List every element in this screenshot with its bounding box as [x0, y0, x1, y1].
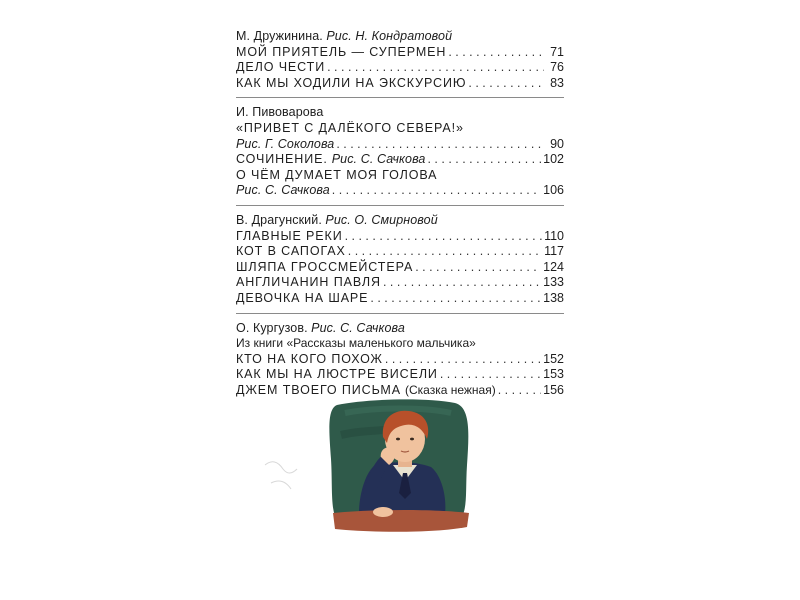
- illustrator-name: Рис. С. Сачкова: [331, 152, 426, 167]
- entry-page: 153: [543, 367, 564, 382]
- toc-entry[interactable]: [236, 260, 564, 276]
- leader-dots: [327, 60, 544, 76]
- entry-page: 156: [543, 382, 564, 397]
- entry-page: 102: [543, 152, 564, 167]
- author-line: [236, 213, 564, 229]
- table: [333, 510, 469, 532]
- toc-section-dragunsky: [236, 213, 564, 313]
- entry-page: 71: [550, 44, 564, 59]
- leader-dots: [468, 76, 544, 92]
- section-divider: [236, 97, 564, 98]
- toc-entry[interactable]: [236, 244, 564, 260]
- book-source-title: «Рассказы маленького мальчика»: [286, 336, 476, 351]
- book-source-prefix: Из книги: [236, 336, 284, 351]
- toc-entry[interactable]: [236, 152, 564, 168]
- entry-title: ДЕЛО ЧЕСТИ: [236, 60, 326, 75]
- leader-dots: [383, 275, 541, 291]
- toc-entry[interactable]: [236, 352, 564, 368]
- leader-dots: [385, 352, 541, 368]
- illustrator-name: Рис. С. Сачкова: [311, 320, 405, 335]
- entry-title: СОЧИНЕНИЕ.: [236, 152, 328, 167]
- leader-dots: [427, 152, 541, 168]
- sketch-lines: [265, 462, 297, 489]
- entry-page: 152: [543, 351, 564, 366]
- entry-title: «ПРИВЕТ С ДАЛЁКОГО СЕВЕРА!»: [236, 120, 464, 135]
- entry-page: 133: [543, 275, 564, 290]
- entry-title: ДЖЕМ ТВОЕГО ПИСЬМА: [236, 382, 401, 397]
- toc-entry[interactable]: [236, 76, 564, 92]
- leader-dots: [345, 229, 542, 245]
- entry-title: КАК МЫ НА ЛЮСТРЕ ВИСЕЛИ: [236, 367, 438, 382]
- entry-page: 83: [550, 75, 564, 90]
- entry-title: МОЙ ПРИЯТЕЛЬ — СУПЕРМЕН: [236, 44, 447, 59]
- author-line: [236, 105, 564, 121]
- author-name: М. Дружинина.: [236, 29, 323, 43]
- author-line: [236, 29, 564, 45]
- leader-dots: [440, 367, 541, 383]
- entry-page: 117: [544, 244, 564, 259]
- toc-entry[interactable]: [236, 367, 564, 383]
- toc-section-pivovarova: [236, 105, 564, 205]
- entry-page: 76: [550, 60, 564, 75]
- entry-page: 90: [550, 136, 564, 151]
- entry-page: 138: [543, 290, 564, 305]
- toc-entry[interactable]: [236, 229, 564, 245]
- illustrator-name: Рис. Г. Соколова: [236, 136, 335, 151]
- leader-dots: [415, 260, 541, 276]
- illustrator-name: Рис. Н. Кондратовой: [326, 29, 453, 43]
- toc-entry[interactable]: [236, 45, 564, 61]
- entry-title: АНГЛИЧАНИН ПАВЛЯ: [236, 275, 381, 290]
- toc-entry[interactable]: [236, 275, 564, 291]
- illustrator-name: Рис. О. Смирновой: [325, 212, 438, 227]
- entry-page: 106: [543, 183, 564, 198]
- toc-entry[interactable]: [236, 60, 564, 76]
- entry-title: ДЕВОЧКА НА ШАРЕ: [236, 290, 369, 305]
- entry-page: 110: [544, 228, 564, 243]
- entry-title: ГЛАВНЫЕ РЕКИ: [236, 228, 343, 243]
- toc-section-kurguzov: [236, 321, 564, 405]
- author-name: О. Кургузов.: [236, 320, 308, 335]
- toc-section-druzhinina: [236, 29, 564, 97]
- entry-title: КАК МЫ ХОДИЛИ НА ЭКСКУРСИЮ: [236, 75, 467, 90]
- leader-dots: [332, 183, 541, 199]
- boy-illustration: [255, 395, 555, 535]
- toc-entry-title-line[interactable]: [236, 168, 564, 184]
- toc-entry[interactable]: [236, 291, 564, 307]
- section-divider: [236, 313, 564, 314]
- entry-note: (Сказка нежная): [405, 382, 496, 397]
- entry-page: 124: [543, 259, 564, 274]
- leader-dots: [348, 244, 542, 260]
- toc-entry-illustrator-line[interactable]: [236, 183, 564, 199]
- author-name: И. Пивоварова: [236, 105, 324, 120]
- section-divider: [236, 205, 564, 206]
- table-of-contents: [236, 29, 564, 404]
- entry-title: ШЛЯПА ГРОССМЕЙСТЕРА: [236, 259, 414, 274]
- entry-title: О ЧЁМ ДУМАЕТ МОЯ ГОЛОВА: [236, 167, 438, 182]
- entry-title: КОТ В САПОГАХ: [236, 244, 346, 259]
- illustrator-name: Рис. С. Сачкова: [236, 183, 330, 198]
- toc-entry-title-line[interactable]: [236, 121, 564, 137]
- leader-dots: [336, 137, 544, 153]
- toc-entry-illustrator-line[interactable]: [236, 137, 564, 153]
- leader-dots: [448, 45, 544, 61]
- book-source-line: [236, 336, 564, 352]
- entry-title: КТО НА КОГО ПОХОЖ: [236, 351, 383, 366]
- leader-dots: [370, 291, 541, 307]
- author-name: В. Драгунский.: [236, 212, 322, 227]
- author-line: [236, 321, 564, 337]
